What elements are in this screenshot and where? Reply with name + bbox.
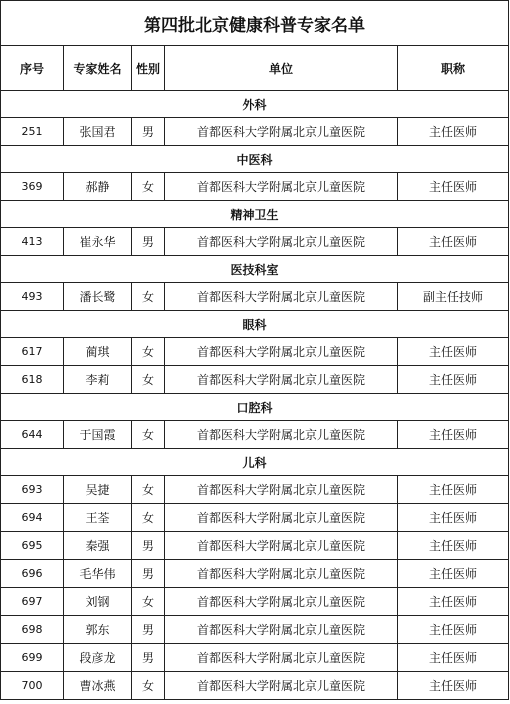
table-row <box>1 366 509 394</box>
table-row <box>1 118 509 146</box>
cell-professional-title: 主任医师 <box>398 366 509 394</box>
cell-number: 493 <box>1 283 64 311</box>
cell-gender: 女 <box>132 672 165 700</box>
section-heading: 精神卫生 <box>1 201 509 228</box>
cell-unit: 首都医科大学附属北京儿童医院 <box>165 616 398 644</box>
table-row <box>1 421 509 449</box>
cell-unit: 首都医科大学附属北京儿童医院 <box>165 421 398 449</box>
cell-unit: 首都医科大学附属北京儿童医院 <box>165 476 398 504</box>
cell-expert-name: 刘钢 <box>64 588 132 616</box>
cell-gender: 男 <box>132 644 165 672</box>
header-row <box>1 46 509 91</box>
cell-expert-name: 郝静 <box>64 173 132 201</box>
cell-number: 413 <box>1 228 64 256</box>
cell-expert-name: 崔永华 <box>64 228 132 256</box>
table-row <box>1 616 509 644</box>
cell-expert-name: 张国君 <box>64 118 132 146</box>
cell-gender: 男 <box>132 560 165 588</box>
cell-professional-title: 主任医师 <box>398 338 509 366</box>
section-heading: 医技科室 <box>1 256 509 283</box>
column-header-no: 序号 <box>1 46 64 91</box>
cell-professional-title: 主任医师 <box>398 588 509 616</box>
cell-professional-title: 主任医师 <box>398 532 509 560</box>
cell-gender: 男 <box>132 532 165 560</box>
document-title: 第四批北京健康科普专家名单 <box>1 1 509 46</box>
cell-gender: 女 <box>132 338 165 366</box>
cell-expert-name: 郭东 <box>64 616 132 644</box>
column-header-gender: 性别 <box>132 46 165 91</box>
cell-expert-name: 秦强 <box>64 532 132 560</box>
cell-number: 251 <box>1 118 64 146</box>
cell-professional-title: 主任医师 <box>398 616 509 644</box>
cell-gender: 女 <box>132 476 165 504</box>
cell-gender: 女 <box>132 283 165 311</box>
table-row <box>1 338 509 366</box>
cell-professional-title: 主任医师 <box>398 672 509 700</box>
cell-number: 697 <box>1 588 64 616</box>
section-row <box>1 201 509 228</box>
cell-expert-name: 王荃 <box>64 504 132 532</box>
cell-expert-name: 毛华伟 <box>64 560 132 588</box>
table-row <box>1 228 509 256</box>
table-row <box>1 644 509 672</box>
cell-expert-name: 潘长鹭 <box>64 283 132 311</box>
section-row <box>1 449 509 476</box>
cell-unit: 首都医科大学附属北京儿童医院 <box>165 173 398 201</box>
cell-number: 694 <box>1 504 64 532</box>
cell-number: 700 <box>1 672 64 700</box>
section-heading: 儿科 <box>1 449 509 476</box>
table-row <box>1 173 509 201</box>
section-heading: 眼科 <box>1 311 509 338</box>
cell-professional-title: 主任医师 <box>398 504 509 532</box>
cell-gender: 女 <box>132 421 165 449</box>
table-row <box>1 283 509 311</box>
cell-unit: 首都医科大学附属北京儿童医院 <box>165 283 398 311</box>
cell-expert-name: 于国霞 <box>64 421 132 449</box>
cell-gender: 男 <box>132 118 165 146</box>
cell-professional-title: 主任医师 <box>398 228 509 256</box>
cell-professional-title: 主任医师 <box>398 560 509 588</box>
cell-professional-title: 主任医师 <box>398 118 509 146</box>
section-row <box>1 146 509 173</box>
cell-number: 695 <box>1 532 64 560</box>
table-row <box>1 588 509 616</box>
table-body <box>1 91 509 700</box>
cell-professional-title: 主任医师 <box>398 173 509 201</box>
cell-expert-name: 吴捷 <box>64 476 132 504</box>
cell-number: 618 <box>1 366 64 394</box>
section-heading: 外科 <box>1 91 509 118</box>
column-header-unit: 单位 <box>165 46 398 91</box>
cell-number: 696 <box>1 560 64 588</box>
table-row <box>1 560 509 588</box>
section-row <box>1 394 509 421</box>
cell-number: 693 <box>1 476 64 504</box>
table-row <box>1 672 509 700</box>
cell-number: 699 <box>1 644 64 672</box>
cell-number: 617 <box>1 338 64 366</box>
cell-number: 644 <box>1 421 64 449</box>
cell-expert-name: 蔺琪 <box>64 338 132 366</box>
column-header-title: 职称 <box>398 46 509 91</box>
cell-gender: 女 <box>132 366 165 394</box>
cell-gender: 女 <box>132 504 165 532</box>
table-row <box>1 532 509 560</box>
section-heading: 中医科 <box>1 146 509 173</box>
cell-unit: 首都医科大学附属北京儿童医院 <box>165 366 398 394</box>
table-row <box>1 476 509 504</box>
cell-gender: 女 <box>132 588 165 616</box>
cell-gender: 男 <box>132 228 165 256</box>
cell-unit: 首都医科大学附属北京儿童医院 <box>165 644 398 672</box>
cell-number: 369 <box>1 173 64 201</box>
cell-unit: 首都医科大学附属北京儿童医院 <box>165 560 398 588</box>
column-header-name: 专家姓名 <box>64 46 132 91</box>
cell-unit: 首都医科大学附属北京儿童医院 <box>165 588 398 616</box>
section-heading: 口腔科 <box>1 394 509 421</box>
section-row <box>1 311 509 338</box>
cell-expert-name: 曹冰燕 <box>64 672 132 700</box>
cell-professional-title: 主任医师 <box>398 476 509 504</box>
cell-professional-title: 主任医师 <box>398 644 509 672</box>
cell-unit: 首都医科大学附属北京儿童医院 <box>165 672 398 700</box>
cell-gender: 男 <box>132 616 165 644</box>
cell-expert-name: 段彦龙 <box>64 644 132 672</box>
cell-professional-title: 主任医师 <box>398 421 509 449</box>
cell-unit: 首都医科大学附属北京儿童医院 <box>165 228 398 256</box>
section-row <box>1 91 509 118</box>
cell-number: 698 <box>1 616 64 644</box>
cell-unit: 首都医科大学附属北京儿童医院 <box>165 504 398 532</box>
section-row <box>1 256 509 283</box>
cell-gender: 女 <box>132 173 165 201</box>
cell-unit: 首都医科大学附属北京儿童医院 <box>165 118 398 146</box>
table-row <box>1 504 509 532</box>
cell-expert-name: 李莉 <box>64 366 132 394</box>
cell-professional-title: 副主任技师 <box>398 283 509 311</box>
cell-unit: 首都医科大学附属北京儿童医院 <box>165 532 398 560</box>
cell-unit: 首都医科大学附属北京儿童医院 <box>165 338 398 366</box>
